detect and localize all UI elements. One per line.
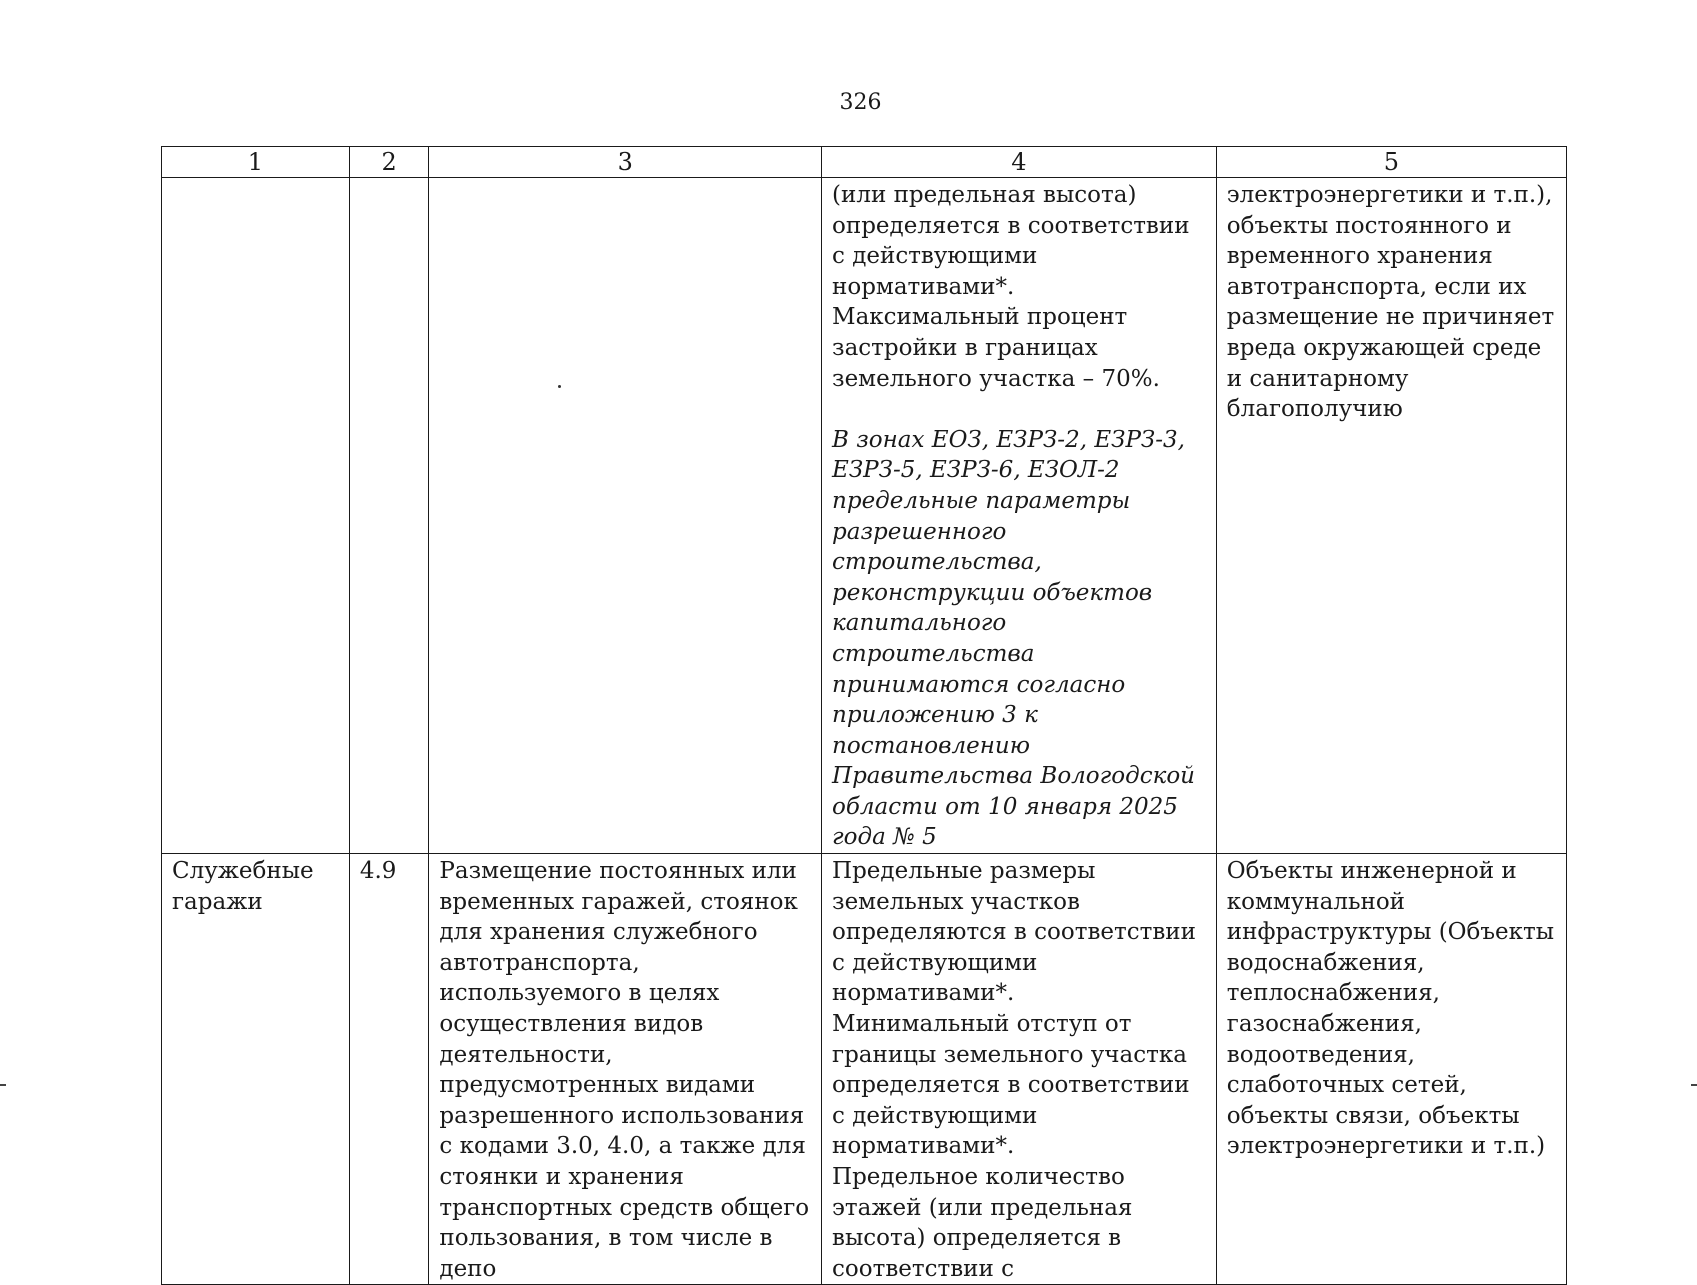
table-header-row	[162, 147, 1567, 178]
row2-use-name: Служебные гаражи	[162, 854, 350, 1285]
row1-param-coverage: Максимальный процент застройки в границах земельного участка – 70%.	[832, 304, 1160, 392]
row1-description	[429, 178, 822, 854]
header-col-2: 2	[349, 147, 429, 178]
scan-speck	[558, 385, 561, 388]
row1-param-zones-note: В зонах ЕОЗ, ЕЗРЗ-2, ЕЗРЗ-3, ЕЗРЗ-5, ЕЗРЗ-6, ЕЗОЛ-2 предельные параметры разрешенного строительства, реконструкции объектов капитального строительства принимаются согласно приложению 3 к постановлению Правительства Вологодской области от 10 января 2025 года № 5	[832, 426, 1195, 851]
header-col-5: 5	[1216, 147, 1566, 178]
table-row	[162, 854, 1567, 1285]
row1-parameters	[822, 178, 1217, 854]
row1-code	[349, 178, 429, 854]
row1-use-name	[162, 178, 350, 854]
row2-param-setback: Минимальный отступ от границы земельного участка определяется в соответствии с действующими нормативами*.	[832, 1011, 1190, 1160]
header-col-3: 3	[429, 147, 822, 178]
page-number: 326	[839, 90, 882, 115]
scan-edge-mark-left	[0, 1084, 6, 1086]
row2-param-floors: Предельное количество этажей (или предельная высота) определяется в соответствии с	[832, 1164, 1133, 1282]
row2-description: Размещение постоянных или временных гаражей, стоянок для хранения служебного автотранспорта, используемого в целях осуществления видов деятельности, предусмотренных видами разрешенного использования с кодами 3.0, 4.0, а также для стоянки и хранения транспортных средств общего пользования, в том числе в депо	[429, 854, 822, 1285]
row2-auxiliary-uses: Объекты инженерной и коммунальной инфраструктуры (Объекты водоснабжения, теплоснабжения, газоснабжения, водоотведения, слаботочных сетей, объекты связи, объекты электроэнергетики и т.п.)	[1216, 854, 1566, 1285]
row2-parameters	[822, 854, 1217, 1285]
row1-auxiliary-uses: электроэнергетики и т.п.), объекты постоянного и временного хранения автотранспорта, если их размещение не причиняет вреда окружающей среде и санитарному благополучию	[1216, 178, 1566, 854]
header-col-4: 4	[822, 147, 1217, 178]
row2-param-plot-size: Предельные размеры земельных участков определяются в соответствии с действующими нормативами*.	[832, 858, 1196, 1007]
row2-code: 4.9	[349, 854, 429, 1285]
regulations-table	[161, 146, 1567, 1285]
header-col-1: 1	[162, 147, 350, 178]
table-row	[162, 178, 1567, 854]
row1-param-height: (или предельная высота) определяется в соответствии с действующими нормативами*.	[832, 182, 1190, 300]
scan-edge-mark-right	[1691, 1084, 1697, 1086]
